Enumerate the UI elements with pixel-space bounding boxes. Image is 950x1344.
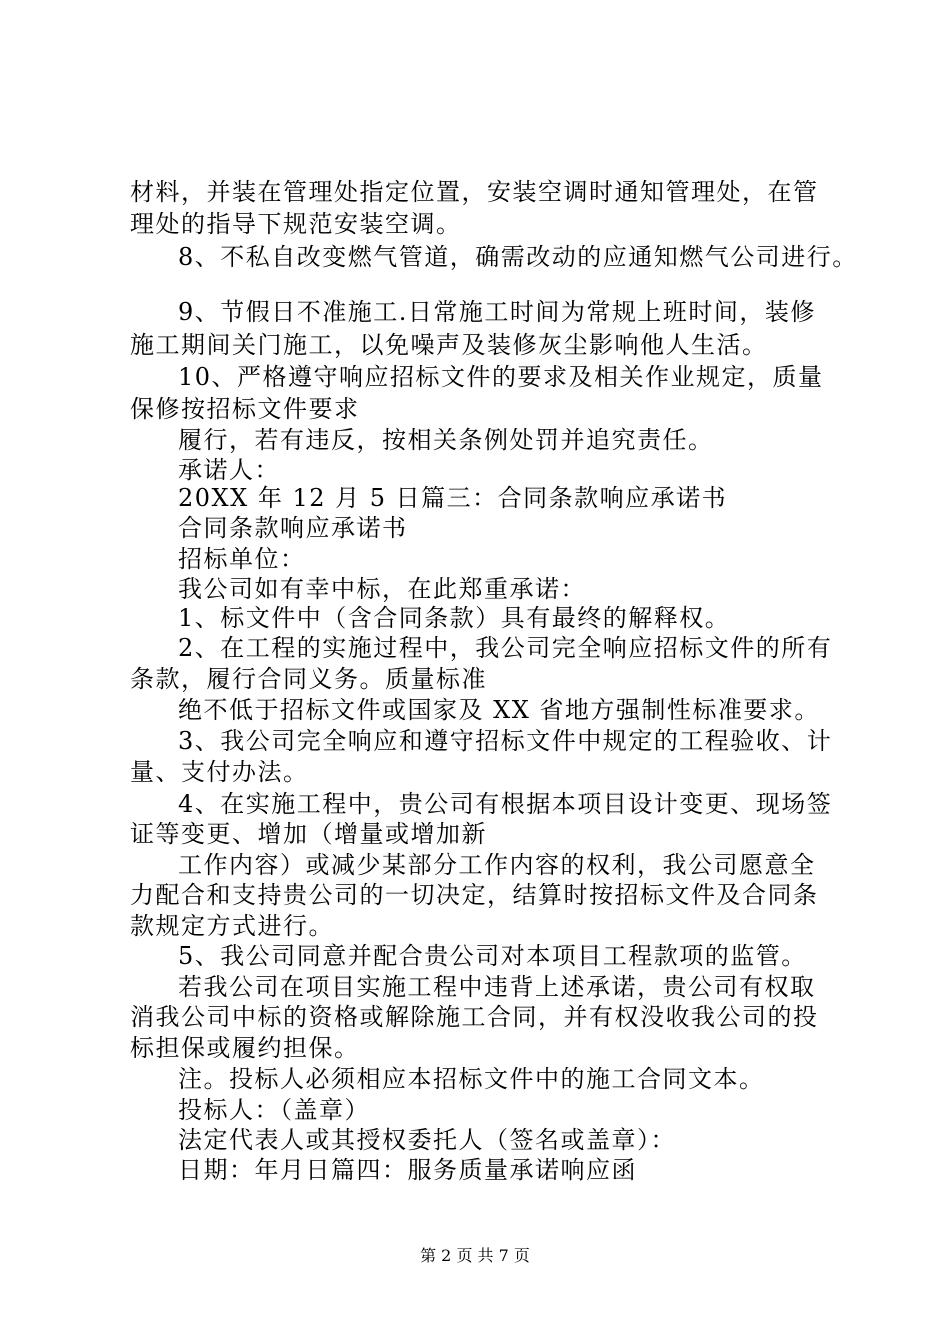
text-line: 材料，并装在管理处指定位置，安装空调时通知管理处，在管 [130, 178, 819, 206]
text-line: 证等变更、增加（增量或增加新 [130, 820, 487, 848]
text-line: 日期：年月日篇四：服务质量承诺响应函 [178, 1156, 637, 1184]
text-line: 20XX 年 12 月 5 日篇三：合同条款响应承诺书 [178, 484, 728, 512]
text-line: 2、在工程的实施过程中，我公司完全响应招标文件的所有 [178, 634, 833, 662]
text-line: 标担保或履约担保。 [130, 1034, 360, 1062]
text-line: 承诺人： [178, 456, 280, 484]
text-line: 3、我公司完全响应和遵守招标文件中规定的工程验收、计 [178, 727, 833, 755]
text-line: 绝不低于招标文件或国家及 XX 省地方强制性标准要求。 [178, 696, 820, 724]
text-line: 合同条款响应承诺书 [178, 514, 408, 542]
text-line: 9、节假日不准施工.日常施工时间为常规上班时间，装修 [178, 298, 816, 326]
text-line: 若我公司在项目实施工程中违背上述承诺，贵公司有权取 [178, 973, 816, 1001]
text-line: 条款，履行合同义务。质量标准 [130, 665, 487, 693]
text-line: 注。投标人必须相应本招标文件中的施工合同文本。 [178, 1065, 765, 1093]
text-line: 我公司如有幸中标，在此郑重承诺： [178, 575, 586, 603]
text-line: 履行，若有违反，按相关条例处罚并追究责任。 [178, 426, 714, 454]
text-line: 1、标文件中（含合同条款）具有最终的解释权。 [178, 604, 731, 632]
text-line: 招标单位： [178, 545, 306, 573]
text-line: 法定代表人或其授权委托人（签名或盖章）： [178, 1126, 676, 1154]
page-number-footer: 第 2 页 共 7 页 [420, 1246, 530, 1265]
text-line: 消我公司中标的资格或解除施工合同，并有权没收我公司的投 [130, 1003, 819, 1031]
text-line: 工作内容）或减少某部分工作内容的权利，我公司愿意全 [178, 851, 816, 879]
text-line: 施工期间关门施工，以免噪声及装修灰尘影响他人生活。 [130, 331, 768, 359]
text-line: 4、在实施工程中，贵公司有根据本项目设计变更、现场签 [178, 790, 833, 818]
text-line: 款规定方式进行。 [130, 912, 334, 940]
text-line: 投标人：（盖章） [178, 1096, 370, 1124]
text-line: 10、严格遵守响应招标文件的要求及相关作业规定，质量 [178, 363, 824, 391]
text-line: 力配合和支持贵公司的一切决定，结算时按招标文件及合同条 [130, 881, 819, 909]
text-line: 8、不私自改变燃气管道，确需改动的应通知燃气公司进行。 [178, 243, 858, 271]
text-line: 理处的指导下规范安装空调。 [130, 210, 462, 238]
text-line: 5、我公司同意并配合贵公司对本项目工程款项的监管。 [178, 942, 807, 970]
text-line: 量、支付办法。 [130, 758, 309, 786]
text-line: 保修按招标文件要求 [130, 395, 360, 423]
